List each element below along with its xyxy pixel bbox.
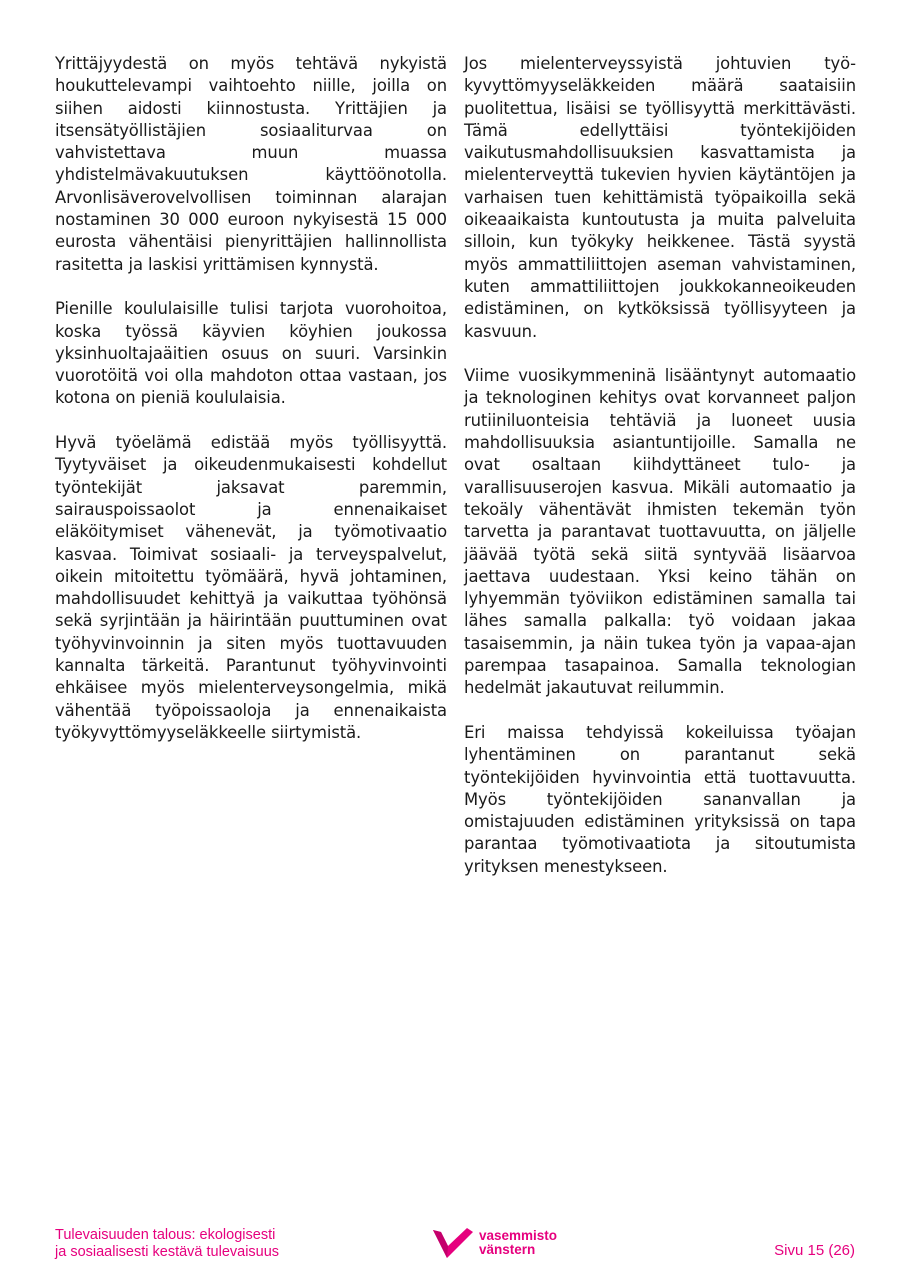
- left-column: [55, 53, 447, 767]
- page-number: Sivu 15 (26): [774, 1242, 855, 1259]
- paragraph-childcare: Pienille koululaisille tulisi tarjota vuorohoitoa, koska työssä käyvien köyhien joukossa yksinhuoltajaäitien osuus on suuri. Varsinkin vuorotöitä voi olla mahdoton ottaa vastaan, jos kotona on pieniä koululaisia.: [55, 299, 447, 408]
- logo-wordmark: [479, 1229, 557, 1257]
- v-logo-icon: [431, 1226, 475, 1260]
- paragraph-working-life: Hyvä työelämä edistää myös työllisyyttä. Tyytyväiset ja oikeudenmukaisesti kohdellut työntekijät jaksavat paremmin, sairauspoissaolot ja ennenaikaiset eläköitymiset vähenevät, ja työmotivaatio kasvaa. Toimivat sosiaali- ja terveyspalvelut, oikein mitoitettu työmäärä, hyvä johtaminen, mahdollisuudet kehittyä ja vaikuttaa työhönsä sekä syrjintään ja häirintään puuttuminen ovat työhyvinvoinnin ja siten myös tuottavuuden kannalta tärkeitä. Parantunut työhyvinvointi ehkäisee myös mielenterveysongelmia, mikä vähentää työpoissaoloja ja ennenaikaista työkyvyttömyyseläkkeelle siirtymistä.: [55, 433, 447, 742]
- right-column: [464, 53, 856, 900]
- footer-title-line-1: Tulevaisuuden talous: ekologisesti: [55, 1227, 276, 1243]
- footer-title-line-2: ja sosiaalisesti kestävä tulevaisuus: [55, 1244, 280, 1260]
- footer-document-title: [55, 1227, 279, 1261]
- paragraph-working-hours: Eri maissa tehdyissä kokeiluissa työajan lyhentäminen on parantanut sekä työntekijöiden hyvinvointia että tuottavuutta. Myös työntekijöiden sananvallan ja omistajuuden edistäminen yrityksissä on tapa parantaa työmotivaatiota ja sitoutumista yrityksen menestykseen.: [464, 722, 856, 876]
- vasemmisto-logo: [431, 1226, 557, 1260]
- paragraph-entrepreneurship: Yrittäjyydestä on myös tehtävä nykyistä houkuttelevampi vaihtoehto niille, joilla on siihen aidosti kiinnostusta. Yrittäjien ja itsensätyöllistäjien sosiaaliturvaa on vahvistettava muun muassa yhdistelmävakuutuksen käyttöönotolla. Arvonlisäverovelvollisen toiminnan alarajan nostaminen 30 000 euroon nykyisestä 15 000 eurosta vähentäisi pienyrittäjien hallinnollista rasitetta ja laskisi yrittämisen kynnystä.: [55, 54, 447, 274]
- paragraph-mental-health: Jos mielenterveyssyistä johtuvien työkyvyttömyyseläkkeiden määrä saataisiin puolitettua, lisäisi se työllisyyttä merkittävästi. Tämä edellyttäisi työntekijöiden vaikutusmahdollisuuksien kasvattamista ja mielenterveyttä tukevien hyvien käytäntöjen ja varhaisen tuen kehittämistä työpaikoilla sekä oikeaaikaista kuntoutusta ja muita palveluita silloin, kun työkyky heikkenee. Tästä syystä myös ammattiliittojen aseman vahvistaminen, kuten ammattiliittojen joukkokanneoikeuden edistäminen, on kytköksissä työllisyyteen ja kasvuun.: [464, 54, 856, 341]
- logo-line-2: vänstern: [479, 1242, 536, 1257]
- paragraph-automation: Viime vuosikymmeninä lisääntynyt automaatio ja teknologinen kehitys ovat korvanneet paljon rutiiniluonteisia tehtäviä ja luoneet uusia mahdollisuuksia asiantuntijoille. Samalla ne ovat osaltaan kiihdyttäneet tulo- ja varallisuuserojen kasvua. Mikäli automaatio ja tekoäly vähentävät ihmisten tekemän työn tarvetta ja parantavat tuottavuutta, on jäljelle jäävää työtä sekä siitä syntyvää lisäarvoa jaettava uudestaan. Yksi keino tähän on lyhyemmän työviikon edistäminen samalla tai lähes samalla palkalla: työ voidaan jakaa tasaisemmin, ja näin tukea työn ja vapaa-ajan parempaa tasapainoa. Samalla teknologian hedelmät jakautuvat reilummin.: [464, 366, 856, 698]
- logo-line-1: vasemmisto: [479, 1228, 558, 1243]
